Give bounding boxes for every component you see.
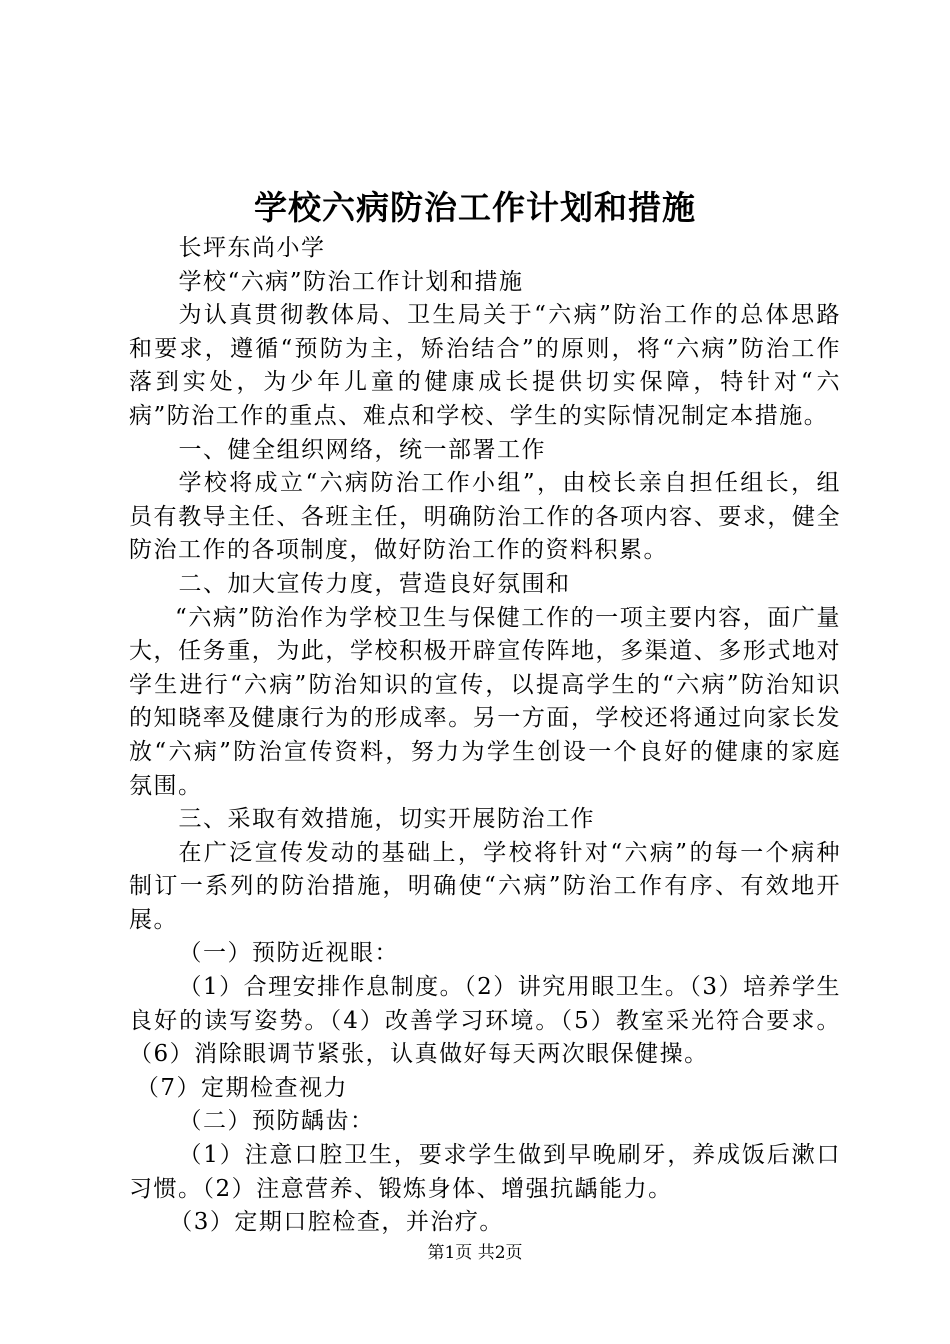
page-footer: 第1页 共2页 [427, 1243, 523, 1263]
subsection-heading-1: （一）预防近视眼： [178, 940, 399, 967]
subtitle: 学校“六病”防治工作计划和措施 [178, 268, 524, 295]
section-paragraph-3: 在广泛宣传发动的基础上，学校将针对“六病”的每一个病种制订一系列的防治措施，明确使“六病”防治工作有序、有效地开展。 [129, 839, 841, 933]
subsection-paragraph-1-cont: （7）定期检查视力 [135, 1074, 349, 1101]
intro-paragraph: 为认真贯彻教体局、卫生局关于“六病”防治工作的总体思路和要求，遵循“预防为主，矫治结合”的原则，将“六病”防治工作落到实处，为少年儿童的健康成长提供切实保障，特针对“六病”防治工作的重点、难点和学校、学生的实际情况制定本措施。 [129, 302, 841, 429]
subsection-paragraph-2-cont: （3）定期口腔检查，并治疗。 [169, 1209, 504, 1236]
document-title: 学校六病防治工作计划和措施 [254, 188, 696, 227]
subsection-paragraph-1: （1）合理安排作息制度。（2）讲究用眼卫生。（3）培养学生良好的读写姿势。（4）改善学习环境。（5）教室采光符合要求。（6）消除眼调节紧张，认真做好每天两次眼保健操。 [129, 974, 841, 1068]
subsection-heading-2: （二）预防龋齿： [178, 1108, 375, 1135]
section-paragraph-2: “六病”防治作为学校卫生与保健工作的一项主要内容，面广量大，任务重，为此，学校积极开辟宣传阵地，多渠道、多形式地对学生进行“六病”防治知识的宣传，以提高学生的“六病”防治知识的知晓率及健康行为的形成率。另一方面，学校还将通过向家长发放“六病”防治宣传资料，努力为学生创设一个良好的健康的家庭氛围。 [129, 604, 841, 799]
section-heading-1: 一、健全组织网络，统一部署工作 [178, 436, 546, 463]
subsection-paragraph-2: （1）注意口腔卫生，要求学生做到早晚刷牙，养成饭后漱口习惯。（2）注意营养、锻炼身体、增强抗龋能力。 [129, 1142, 841, 1202]
section-paragraph-1: 学校将成立“六病防治工作小组”，由校长亲自担任组长，组员有教导主任、各班主任，明确防治工作的各项内容、要求，健全防治工作的各项制度，做好防治工作的资料积累。 [129, 470, 841, 564]
section-heading-2: 二、加大宣传力度，营造良好氛围和 [178, 570, 571, 597]
school-name: 长坪东尚小学 [178, 235, 326, 261]
document-body [129, 232, 841, 1240]
section-heading-3: 三、采取有效措施，切实开展防治工作 [178, 806, 595, 833]
